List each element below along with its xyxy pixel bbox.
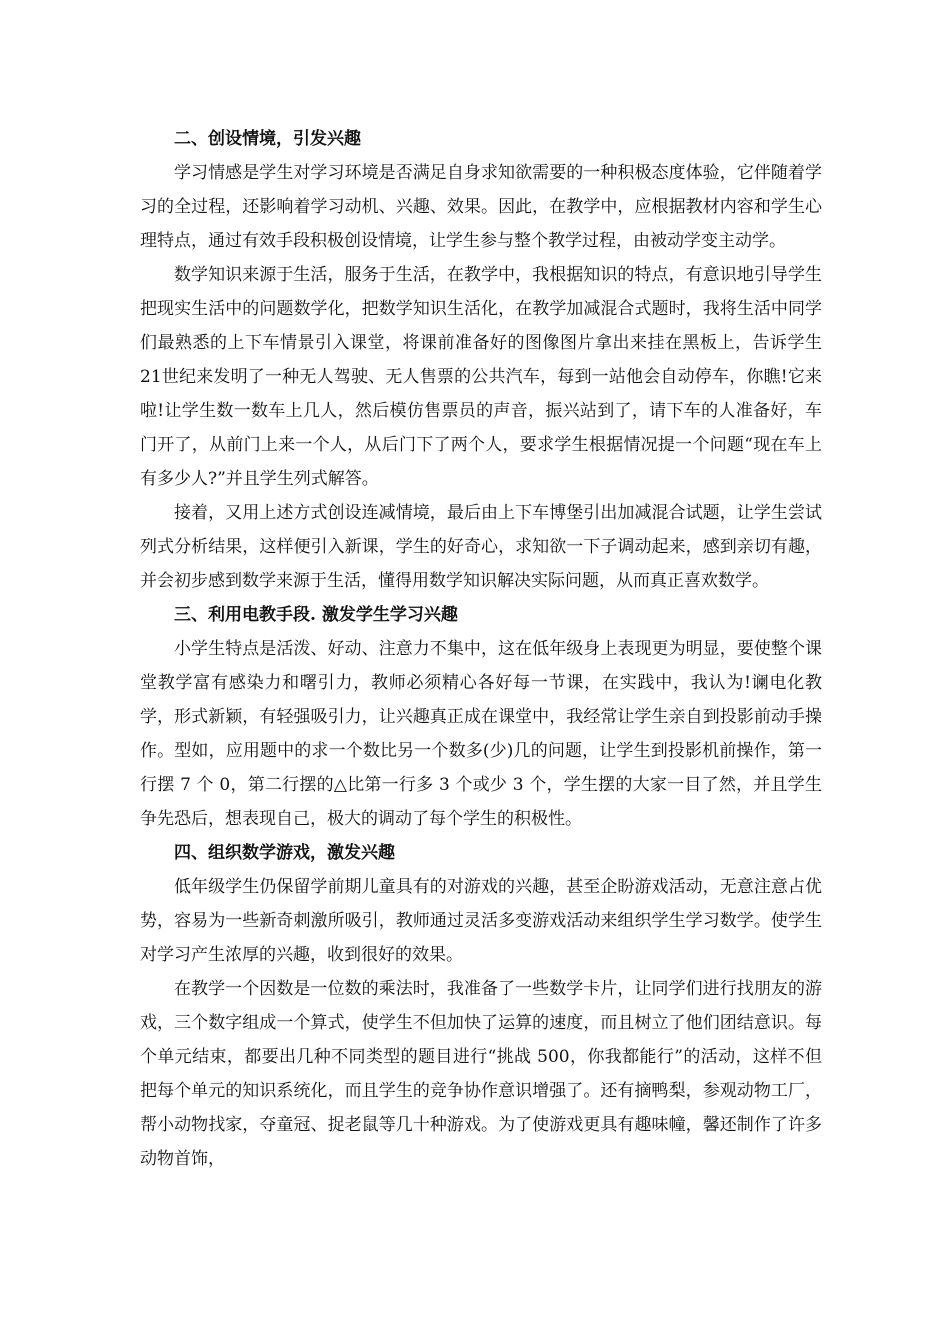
paragraph: 在教学一个因数是一位数的乘法时，我准备了一些数学卡片，让同学们进行找朋友的游戏，三个数字组成一个算式，使学生不但加快了运算的速度，而且树立了他们团结意识。每个单元结束，都要出几种不同类型的题目进行“挑战 500，你我都能行”的活动，这样不但把每个单元的知识系统化，而且学生的竞争协作意识增强了。还有摘鸭梨，参观动物工厂，帮小动物找家，夺童冠、捉老鼠等几十种游戏。为了使游戏更具有趣味幢，馨还制作了许多动物首饰， bbox=[140, 979, 822, 1169]
paragraph: 学习情感是学生对学习环境是否满足自身求知欲需要的一种积极态度体验，它伴随着学习的全过程，还影响着学习动机、兴趣、效果。因此，在教学中，应根据教材内容和学生心理特点，通过有效手段积极创设情境，让学生参与整个教学过程，由被动学变主动学。 bbox=[140, 163, 822, 251]
section-heading-4: 四、组织数学游戏，激发兴趣 bbox=[174, 843, 395, 863]
paragraph: 数学知识来源于生活，服务于生活，在教学中，我根据知识的特点，有意识地引导学生把现实生活中的问题数学化，把数学知识生活化，在教学加减混合式题时，我将生活中同学们最熟悉的上下车情景引入课堂，将课前准备好的图像图片拿出来挂在黑板上，告诉学生 21世纪来发明了一种无人驾驶、无人售票的公共汽车，每到一站他会自动停车，你瞧!它来啦!让学生数一数车上几人，然后模仿售票员的声音，振兴站到了，请下车的人准备好，车门开了，从前门上来一个人，从后门下了两个人，要求学生根据情况提一个问题“现在车上有多少人?”并且学生列式解答。 bbox=[140, 265, 822, 489]
section-heading-3: 三、利用电教手段. 激发学生学习兴趣 bbox=[174, 605, 458, 625]
paragraph: 接着，又用上述方式创设连减情境，最后由上下车博堡引出加减混合试题，让学生尝试列式分析结果，这样便引入新课，学生的好奇心，求知欲一下子调动起来，感到亲切有趣，并会初步感到数学来源于生活，懂得用数学知识解决实际问题，从而真正喜欢数学。 bbox=[140, 503, 822, 591]
paragraph: 低年级学生仍保留学前期儿童具有的对游戏的兴趣，甚至企盼游戏活动，无意注意占优势，容易为一些新奇刺激所吸引，教师通过灵活多变游戏活动来组织学生学习数学。使学生对学习产生浓厚的兴趣，收到很好的效果。 bbox=[140, 877, 822, 965]
paragraph: 小学生特点是活泼、好动、注意力不集中，这在低年级身上表现更为明显，要使整个课堂教学富有感染力和曙引力，教师必须精心各好每一节课，在实践中，我认为!谰电化教学，形式新颖，有轻强吸引力，让兴趣真正成在课堂中，我经常让学生亲自到投影前动手操作。型如，应用题中的求一个数比另一个数多(少)几的问题，让学生到投影机前操作，第一行摆 7 个 0，第二行摆的△比第一行多 3 个或少 3 个，学生摆的大家一目了然，并且学生争先恐后，想表现自己，极大的调动了每个学生的积极性。 bbox=[140, 639, 822, 829]
section-heading-2: 二、创设情境，引发兴趣 bbox=[174, 129, 361, 149]
document-body bbox=[140, 122, 822, 1176]
